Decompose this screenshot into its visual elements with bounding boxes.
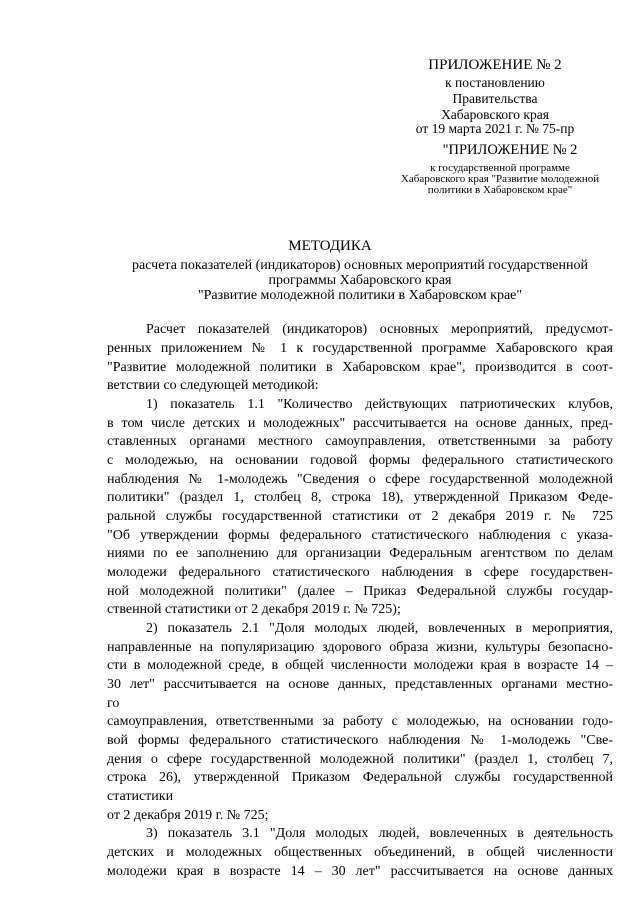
body-line: наблюдения № 1-молодежь "Сведения о сфере государственной молодежной [107,472,613,487]
body-line: го [107,696,120,711]
body-line: "Развитие молодежной политики в Хабаровском крае", производится в соот- [107,360,613,375]
body-line: молодежи федерального статистического наблюдения в сфере государствен- [107,565,613,580]
body-line: ставленных органами местного самоуправления, ответственными за работу [107,434,613,449]
appendix-line-3: Хабаровского края [441,107,549,122]
body-line: ренных приложением № 1 к государственной программе Хабаровского края [107,341,613,356]
body-line: 2) показатель 2.1 "Доля молодых людей, вовлеченных в мероприятия, [146,621,613,636]
body-line: с молодежью, на основании годовой формы федерального статистического [107,453,613,468]
body-line: сти в молодежной среде, в общей численности молодежи края в возрасте 14 – [107,658,613,673]
body-line: 1) показатель 1.1 "Количество действующих патриотических клубов, [146,397,613,412]
body-line: "Об утверждении формы федерального статистического наблюдения с указа- [107,528,613,543]
body-line: политики" (раздел 1, столбец 8, строка 18), утвержденной Приказом Феде- [107,490,613,505]
body-line: строка 26), утвержденной Приказом Федеральной службы государственной [107,770,613,785]
document-subtitle-3: "Развитие молодежной политики в Хабаровском крае" [197,288,523,303]
decree-date: от 19 марта 2021 г. № 75-пр [415,121,575,136]
appendix2-line-2: Хабаровского края "Развитие молодежной [400,173,600,185]
body-line: ной молодежной политики" (далее – Приказ Федеральной службы государ- [107,584,613,599]
body-line: 3) показатель 3.1 "Доля молодых людей, вовлеченных в деятельность [146,826,613,841]
body-line: Расчет показателей (индикаторов) основных мероприятий, предусмот- [146,322,613,337]
body-line: молодежи края в возрасте 14 – 30 лет" рассчитывается на основе данных [107,864,613,879]
appendix2-title: "ПРИЛОЖЕНИЕ № 2 [442,142,578,158]
body-line: направленные на популяризацию здорового образа жизни, культуры безопасно- [107,640,613,655]
appendix-line-1: к постановлению [445,75,545,90]
body-line: статистики [107,789,174,804]
appendix2-line-3: политики в Хабаровском крае" [427,184,573,196]
body-line: от 2 декабря 2019 г. № 725; [107,808,269,823]
appendix-title: ПРИЛОЖЕНИЕ № 2 [428,57,562,73]
body-line: вой формы федерального статистического наблюдения № 1-молодежь "Све- [107,733,613,748]
body-line: в том числе детских и молодежных" рассчитывается на основе данных, пред- [107,416,613,431]
document-subtitle-2: программы Хабаровского края [268,273,452,288]
body-line: самоуправления, ответственными за работу с молодежью, на основании годо- [107,714,613,729]
body-line: детских и молодежных общественных объединений, в общей численности [107,845,613,860]
body-line: ниями по ее заполнению для организации Федеральным агентством по делам [107,546,613,561]
body-line: ветствии со следующей методикой: [107,378,319,393]
body-line: дения о сфере государственной молодежной политики" (раздел 1, столбец 7, [107,752,613,767]
appendix2-line-1: к государственной программе [430,162,570,174]
appendix-line-2: Правительства [452,91,538,106]
document-subtitle-1: расчета показателей (индикаторов) основных мероприятий государственной [132,258,588,273]
document-title: МЕТОДИКА [288,238,372,254]
body-line: ральной службы государственной статистики от 2 декабря 2019 г. № 725 [107,509,613,524]
body-line: 30 лет" рассчитывается на основе данных, представленных органами местно- [107,677,613,692]
body-line: ственной статистики от 2 декабря 2019 г. № 725); [107,602,401,617]
